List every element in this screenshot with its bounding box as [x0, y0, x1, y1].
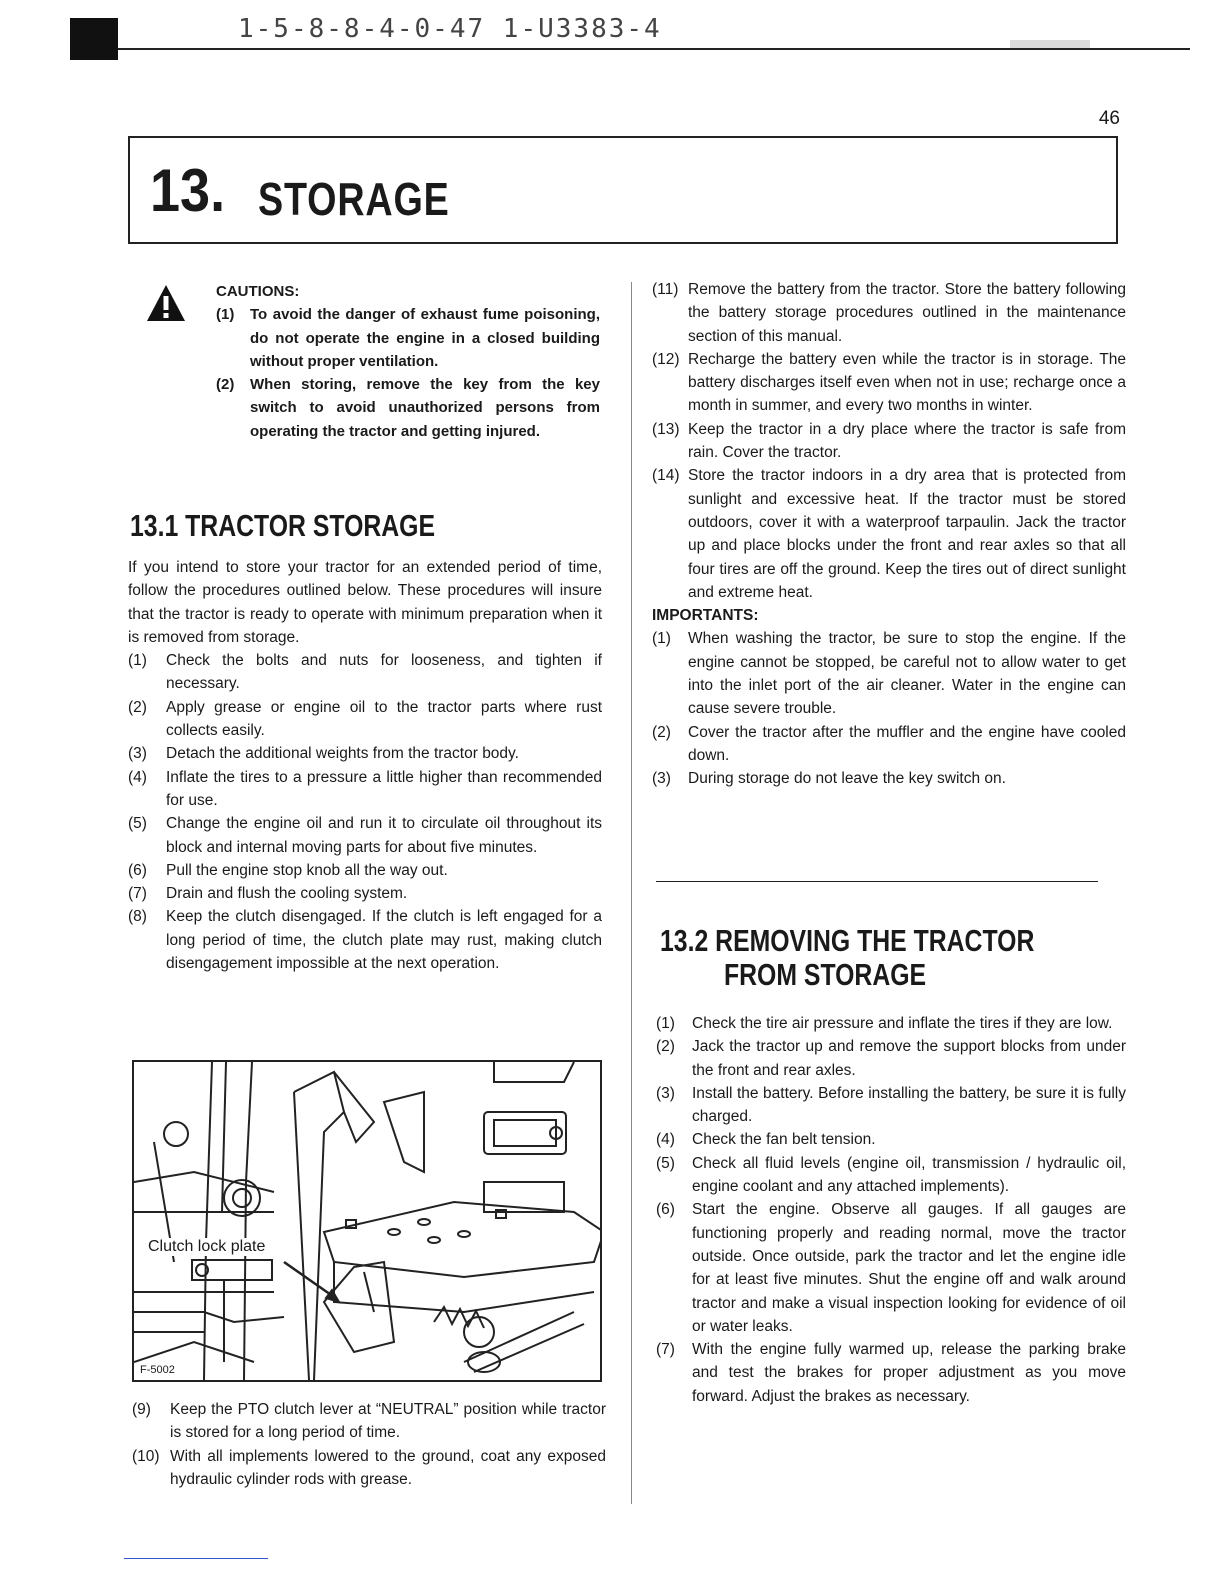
important-item: (1) When washing the tractor, be sure to stop the engine. If the engine cannot be stopped, be careful not to allow water to get into the inlet port of the air cleaner. Water in the engine can cause severe trouble.	[652, 630, 1126, 718]
list-item: (11) Remove the battery from the tractor. Store the battery following the battery storage procedures outlined in the maintenance section of this manual.	[652, 281, 1126, 345]
chapter-number: 13.	[150, 157, 226, 224]
column-divider	[631, 282, 632, 1504]
warning-icon	[146, 284, 186, 322]
list-item: (3) Detach the additional weights from the tractor body.	[128, 745, 519, 763]
left-column-after-figure	[132, 1398, 606, 1491]
list-item: (6) Pull the engine stop knob all the way out.	[128, 861, 448, 879]
chapter-title-box	[128, 136, 1118, 244]
tractor-clutch-illustration	[134, 1062, 600, 1380]
caution-item: (2) When storing, remove the key from the key switch to avoid unauthorized persons from operating the tractor and getting injured.	[216, 376, 600, 440]
section2-list	[656, 1012, 1126, 1408]
list-item: (5) Change the engine oil and run it to circulate oil throughout its block and internal moving parts for about five minutes.	[128, 815, 602, 856]
section-heading-removing-from-storage	[660, 924, 1034, 992]
section-heading-line1: 13.2 REMOVING THE TRACTOR	[660, 923, 1035, 958]
list-item: (4) Inflate the tires to a pressure a little higher than recommended for use.	[128, 768, 602, 809]
cautions-heading: CAUTIONS:	[216, 283, 300, 300]
section-heading-line2: FROM STORAGE	[724, 957, 927, 992]
black-corner-mark	[70, 18, 118, 60]
chapter-title: STORAGE	[258, 173, 450, 225]
list-item: (1) Check the bolts and nuts for looseness, and tighten if necessary.	[128, 652, 602, 693]
important-item: (2) Cover the tractor after the muffler and the engine have cooled down.	[652, 723, 1126, 764]
list-item: (7) Drain and flush the cooling system.	[128, 885, 408, 903]
page-number: 46	[1098, 108, 1120, 129]
section-heading-tractor-storage: 13.1 TRACTOR STORAGE	[130, 508, 436, 543]
figure-callout-label: Clutch lock plate	[148, 1238, 266, 1255]
list-item: (2) Jack the tractor up and remove the support blocks from under the front and rear axles.	[656, 1038, 1126, 1079]
clutch-lock-plate-figure	[132, 1060, 602, 1382]
cautions-block	[216, 280, 600, 443]
importants-heading: IMPORTANTS:	[652, 607, 759, 625]
caution-item: (1) To avoid the danger of exhaust fume poisoning, do not operate the engine in a closed building without proper ventilation.	[216, 306, 600, 370]
left-column	[128, 556, 602, 975]
list-item: (3) Install the battery. Before installing the battery, be sure it is fully charged.	[656, 1084, 1126, 1126]
right-column	[652, 278, 1126, 791]
section-intro: If you intend to store your tractor for an extended period of time, follow the procedures outlined below. These procedures will insure that the tractor is ready to operate with minimum preparation when it is removed from storage.	[128, 559, 602, 646]
section-divider	[656, 881, 1098, 882]
scan-smudge	[1010, 40, 1090, 48]
list-item: (14) Store the tractor indoors in a dry area that is protected from sunlight and excessive heat. If the tractor must be stored outdoors, cover it with a waterproof tarpaulin. Jack the tractor up and place blocks under the front and rear axles so that all four tires are off the ground. Keep the tires out of direct sunlight and extreme heat.	[652, 467, 1126, 601]
list-item: (12) Recharge the battery even while the tractor is in storage. The battery discharges itself even when not in use; recharge once a month in summer, and every two months in winter.	[652, 350, 1126, 415]
list-item: (10) With all implements lowered to the ground, coat any exposed hydraulic cylinder rods with grease.	[132, 1447, 606, 1488]
list-item: (4) Check the fan belt tension.	[656, 1131, 876, 1149]
figure-code: F-5002	[140, 1364, 175, 1376]
list-item: (13) Keep the tractor in a dry place where the tractor is safe from rain. Cover the tractor.	[652, 420, 1126, 462]
list-item: (8) Keep the clutch disengaged. If the clutch is left engaged for a long period of time, the clutch plate may rust, making clutch disengagement impossible at the next operation.	[128, 908, 602, 973]
list-item: (2) Apply grease or engine oil to the tractor parts where rust collects easily.	[128, 698, 602, 740]
document-code: 1-5-8-8-4-0-47 1-U3383-4	[238, 14, 662, 44]
list-item: (5) Check all fluid levels (engine oil, transmission / hydraulic oil, engine coolant and any attached implements).	[656, 1154, 1126, 1196]
important-item: (3) During storage do not leave the key switch on.	[652, 770, 1006, 788]
list-item: (9) Keep the PTO clutch lever at “NEUTRAL” position while tractor is stored for a long period of time.	[132, 1401, 606, 1442]
list-item: (6) Start the engine. Observe all gauges. If all gauges are functioning properly and reading normal, move the tractor outside. Once outside, park the tractor and let the engine idle for at least five minutes. Shut the engine off and walk around tractor and make a visual inspection looking for evidence of oil or water leaks.	[656, 1201, 1126, 1335]
list-item: (1) Check the tire air pressure and inflate the tires if they are low.	[656, 1015, 1113, 1032]
header-rule	[118, 48, 1190, 50]
list-item: (7) With the engine fully warmed up, release the parking brake and test the brakes for proper adjustment as you move forward. Adjust the brakes as necessary.	[656, 1341, 1126, 1405]
footer-rule	[124, 1558, 268, 1559]
